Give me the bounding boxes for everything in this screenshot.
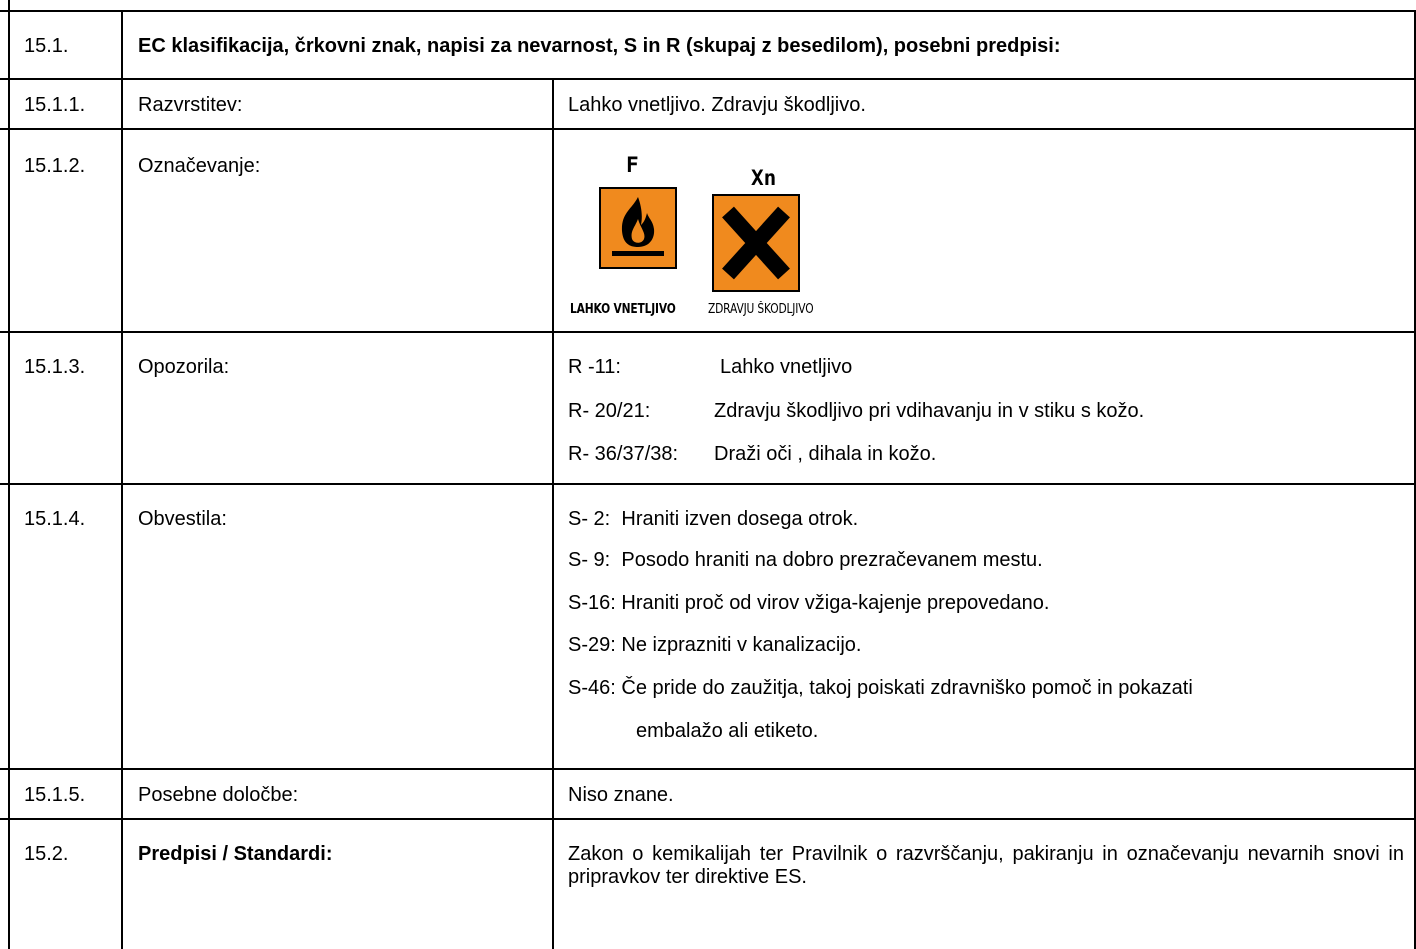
row-number: 15.1.3. — [24, 356, 86, 378]
row-divider — [0, 768, 1416, 770]
hazard-pictogram-flammable — [566, 149, 706, 319]
row-label: Označevanje: — [138, 155, 261, 177]
section-number: 15.2. — [24, 843, 69, 865]
column-divider — [552, 78, 554, 949]
safety-phrase-continuation: embalažo ali etiketo. — [636, 720, 819, 742]
pictogram-letter: Xn — [751, 166, 777, 190]
safety-phrase — [568, 677, 1193, 700]
safety-phrase — [568, 634, 861, 657]
safety-phrase — [568, 508, 858, 531]
safety-code: S- 2: — [568, 508, 611, 530]
row-label: Razvrstitev: — [138, 94, 243, 116]
risk-text: Zdravju škodljivo pri vdihavanju in v stiku s kožo. — [714, 400, 1145, 422]
risk-code: R- 36/37/38: — [568, 443, 679, 465]
hazard-pictogram-harmful — [708, 162, 830, 319]
risk-phrase — [568, 356, 852, 379]
safety-phrase — [568, 549, 1043, 572]
safety-code: S-16: — [568, 592, 616, 614]
row-divider — [0, 128, 1416, 130]
row-divider — [0, 78, 1416, 80]
pictogram-caption: ZDRAVJU ŠKODLJIVO — [708, 302, 814, 317]
safety-text: Hraniti proč od virov vžiga-kajenje prepovedano. — [621, 592, 1050, 614]
row-number: 15.1.4. — [24, 508, 86, 530]
risk-text: Draži oči , dihala in kožo. — [714, 443, 937, 465]
safety-text: Če pride do zaužitja, takoj poiskati zdravniško pomoč in pokazati — [621, 677, 1193, 699]
flame-icon — [599, 187, 677, 269]
safety-code: S-29: — [568, 634, 616, 656]
row-divider — [0, 818, 1416, 820]
top-border — [0, 10, 1416, 12]
safety-code: S-46: — [568, 677, 616, 699]
risk-text: Lahko vnetljivo — [720, 356, 853, 378]
left-border — [8, 0, 10, 949]
cross-icon — [712, 194, 800, 292]
risk-phrase — [568, 443, 936, 466]
safety-phrase — [568, 592, 1049, 615]
risk-code: R -11: — [568, 356, 621, 378]
safety-text: Hraniti izven dosega otrok. — [621, 508, 859, 530]
safety-text: Ne izprazniti v kanalizacijo. — [621, 634, 862, 656]
special-value: Niso znane. — [568, 784, 674, 806]
section-title: EC klasifikacija, črkovni znak, napisi za nevarnost, S in R (skupaj z besedilom), posebni predpisi: — [138, 35, 1061, 57]
row-divider — [0, 331, 1416, 333]
risk-code: R- 20/21: — [568, 400, 651, 422]
row-number: 15.1.1. — [24, 94, 86, 116]
regulations-value: Zakon o kemikalijah ter Pravilnik o razvrščanju, pakiranju in označevanju nevarnih snovi in pripravkov ter direktive ES. — [568, 843, 1404, 888]
safety-text: Posodo hraniti na dobro prezračevanem mestu. — [621, 549, 1043, 571]
row-divider — [0, 483, 1416, 485]
row-label: Obvestila: — [138, 508, 227, 530]
pictogram-letter: F — [626, 153, 639, 177]
risk-phrase — [568, 400, 1144, 423]
safety-code: S- 9: — [568, 549, 611, 571]
row-label: Predpisi / Standardi: — [138, 843, 333, 865]
row-label: Posebne določbe: — [138, 784, 299, 806]
column-divider — [121, 10, 123, 949]
pictogram-caption: LAHKO VNETLJIVO — [570, 302, 676, 317]
row-number: 15.1.5. — [24, 784, 86, 806]
row-number: 15.1.2. — [24, 155, 86, 177]
row-label: Opozorila: — [138, 356, 230, 378]
classification-value: Lahko vnetljivo. Zdravju škodljivo. — [568, 94, 866, 116]
section-number: 15.1. — [24, 35, 69, 57]
